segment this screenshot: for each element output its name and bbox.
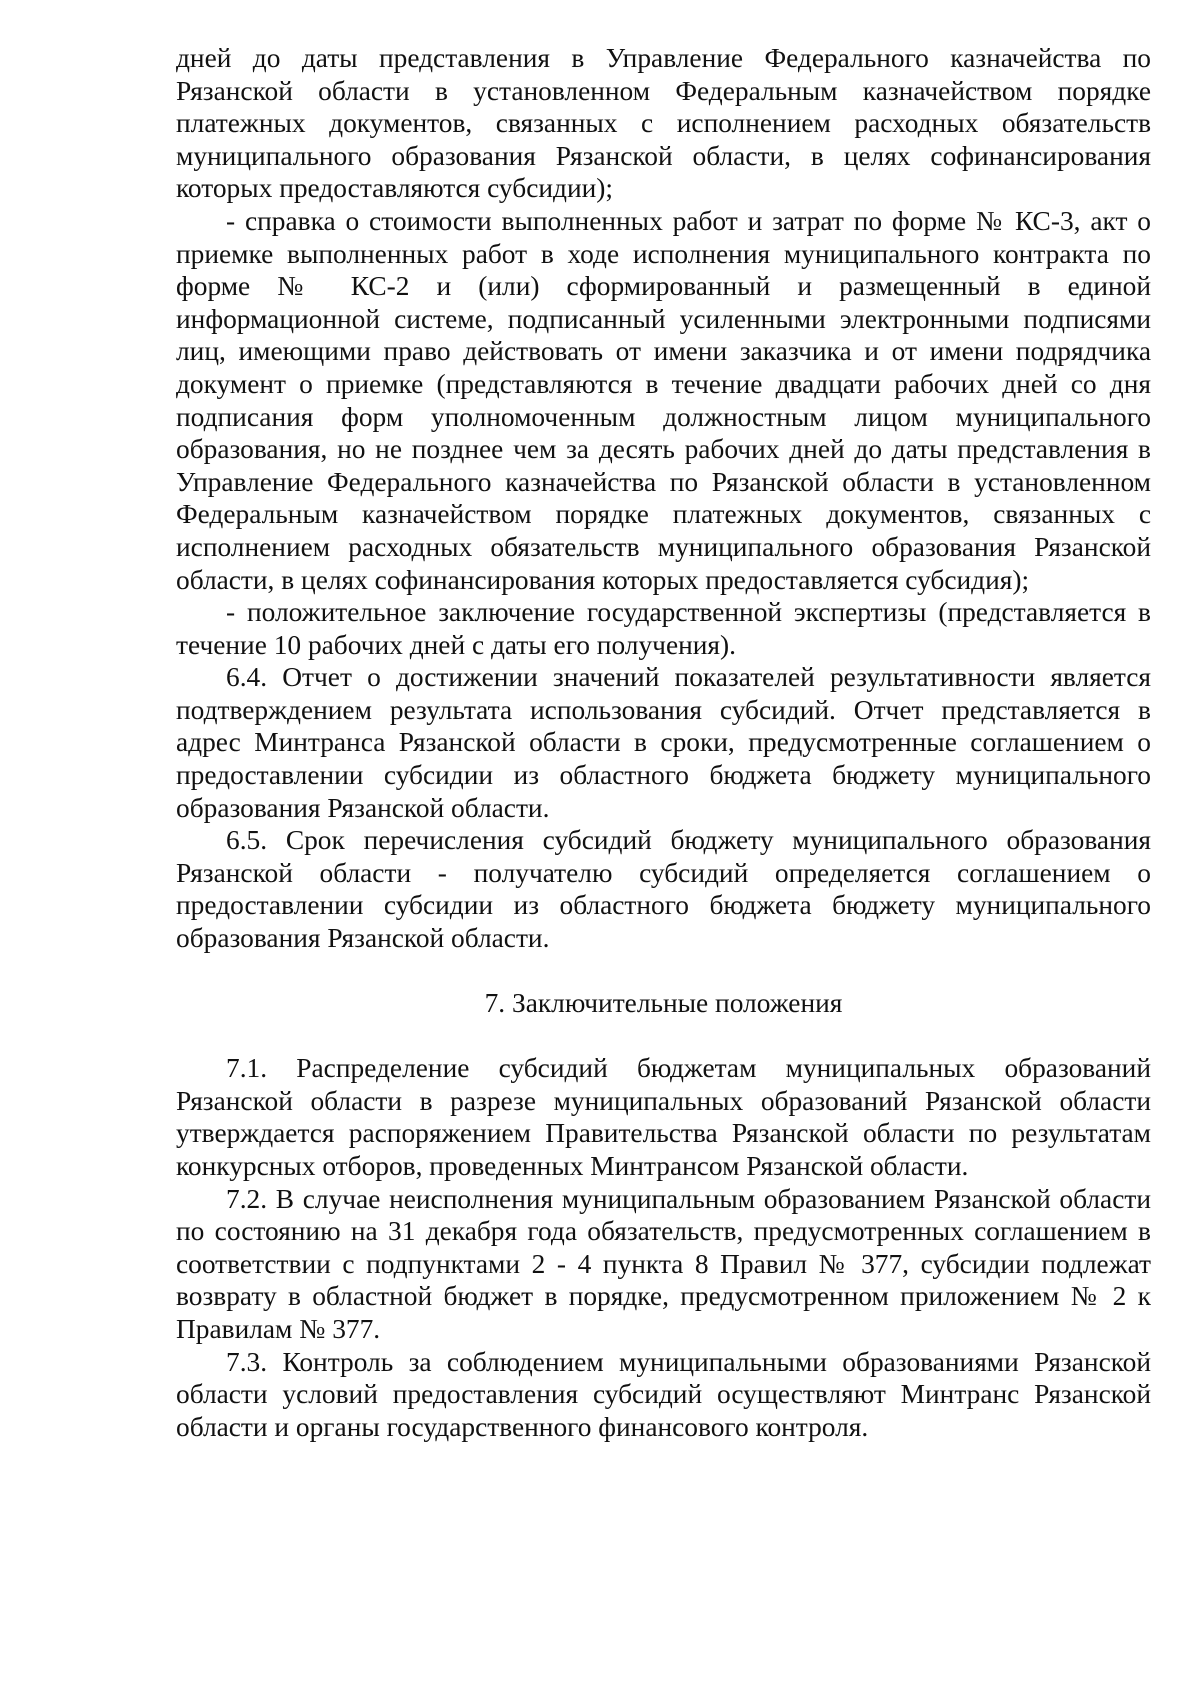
paragraph-ks3-certificate: - справка о стоимости выполненных работ и затрат по форме № КС-3, акт о приемке выполненных работ в ходе исполнения муниципального контракта по форме № КС-2 и (или) сформированный и размещенный в единой информационной системе, подписанный усиленными электронными подписями лиц, имеющими право действовать от имени заказчика и от имени подрядчика документ о приемке (представляются в течение двадцати рабочих дней со дня подписания форм уполномоченным должностным лицом муниципального образования, но не позднее чем за десять рабочих дней до даты представления в Управление Федерального казначейства по Рязанской области в установленном Федеральным казначейством порядке платежных документов, связанных с исполнением расходных обязательств муниципального образования Рязанской области, в целях софинансирования которых предоставляется субсидия); [176, 205, 1151, 595]
paragraph-6-4: 6.4. Отчет о достижении значений показателей результативности является подтверждением результата использования субсидий. Отчет представляется в адрес Минтранса Рязанской области в сроки, предусмотренные соглашением о предоставлении субсидии из областного бюджета бюджету муниципального образования Рязанской области. [176, 662, 1151, 823]
section-title-final-provisions: 7. Заключительные положения [484, 987, 843, 1018]
paragraph-7-2: 7.2. В случае неисполнения муниципальным образованием Рязанской области по состоянию на 31 декабря года обязательств, предусмотренных соглашением в соответствии с подпунктами 2 - 4 пункта 8 Правил № 377, субсидии подлежат возврату в областной бюджет в порядке, предусмотренном приложением № 2 к Правилам № 377. [176, 1183, 1151, 1344]
paragraph-6-5: 6.5. Срок перечисления субсидий бюджету муниципального образования Рязанской области - получателю субсидий определяется соглашением о предоставлении субсидии из областного бюджета бюджету муниципального образования Рязанской области. [176, 825, 1151, 954]
paragraph-continuation: дней до даты представления в Управление Федерального казначейства по Рязанской области в установленном Федеральным казначейством порядке платежных документов, связанных с исполнением расходных обязательств муниципального образования Рязанской области, в целях софинансирования которых предоставляются субсидии); [176, 43, 1151, 204]
paragraph-7-1: 7.1. Распределение субсидий бюджетам муниципальных образований Рязанской области в разрезе муниципальных образований Рязанской области утверждается распоряжением Правительства Рязанской области по результатам конкурсных отборов, проведенных Минтрансом Рязанской области. [176, 1053, 1151, 1181]
paragraph-7-3: 7.3. Контроль за соблюдением муниципальными образованиями Рязанской области условий предоставления субсидий осуществляют Минтранс Рязанской области и органы государственного финансового контроля. [176, 1346, 1151, 1442]
document-page [176, 42, 1151, 1443]
paragraph-expertise-conclusion: - положительное заключение государственной экспертизы (представляется в течение 10 рабочих дней с даты его получения). [176, 597, 1151, 660]
